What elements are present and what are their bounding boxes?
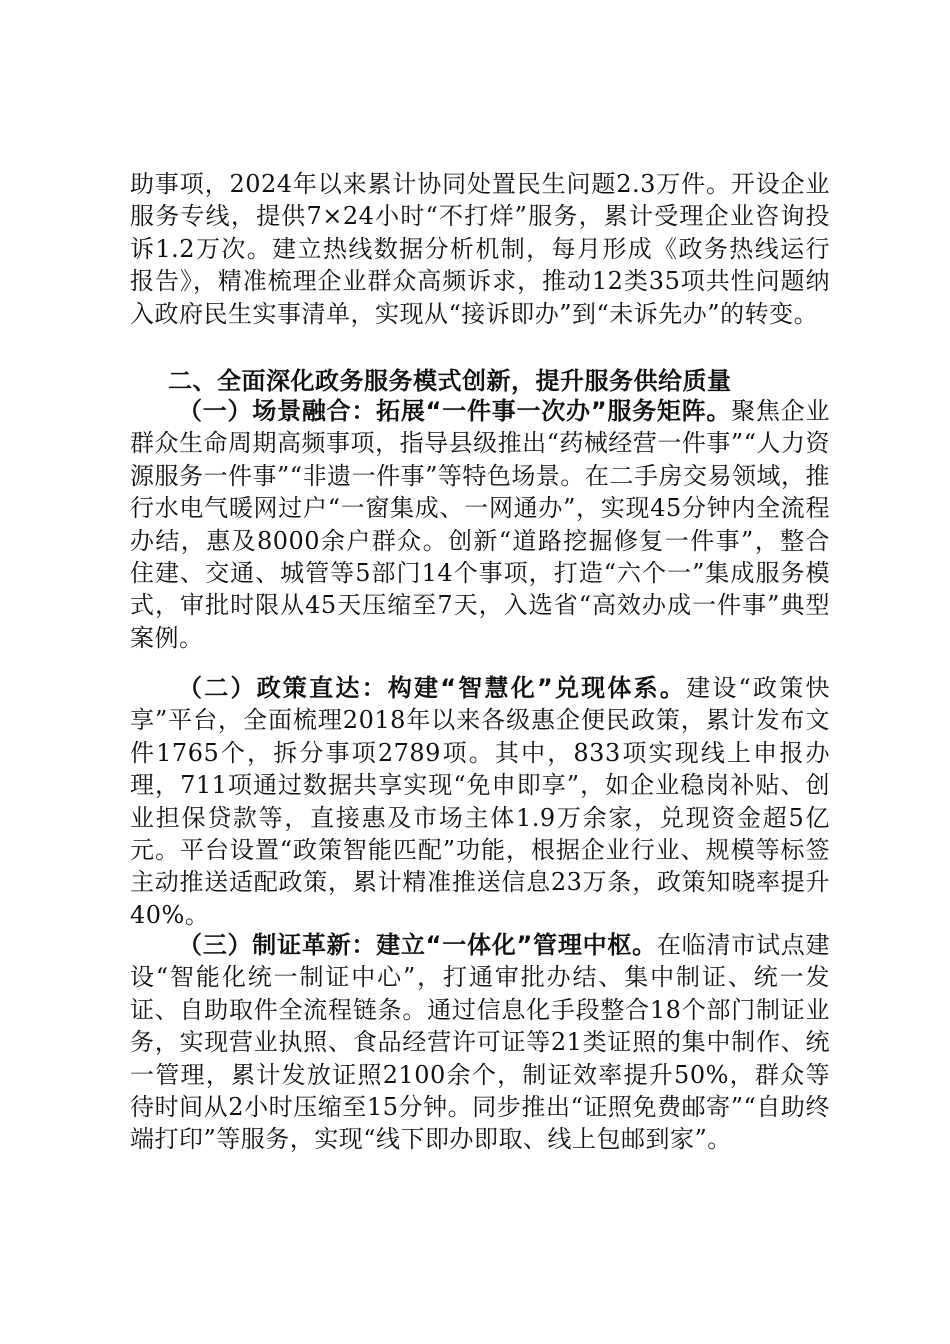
subsection-body: 在临清市试点建设“智能化统一制证中心”，打通审批办结、集中制证、统一发证、自助取件全流程链条。通过信息化手段整合18个部门制证业务，实现营业执照、食品经营许可证等21类证照的集中制作、统一管理，累计发放证照2100余个，制证效率提升50%，群众等待时间从2小时压缩至15分钟。同步推出“证照免费邮寄”“自助终端打印”等服务，实现“线下即办即取、线上包邮到家”。 <box>130 931 831 1154</box>
section-heading: 二、全面深化政务服务模式创新，提升服务供给质量 <box>168 367 732 395</box>
subsection-title: （三）制证革新：建立“一体化”管理中枢。 <box>178 931 657 959</box>
subsection-title: （二）政策直达：构建“智慧化”兑现体系。 <box>178 674 687 702</box>
subsection-body: 建设“政策快享”平台，全面梳理2018年以来各级惠企便民政策，累计发布文件1765个，拆分事项2789项。其中，833项实现线上申报办理，711项通过数据共享实现“免申即享”，如企业稳岗补贴、创业担保贷款等，直接惠及市场主体1.9万余家，兑现资金超5亿元。平台设置“政策智能匹配”功能，根据企业行业、规模等标签主动推送适配政策，累计精准推送信息23万条，政策知晓率提升40%。 <box>130 674 830 929</box>
subsection-body: 聚焦企业群众生命周期高频事项，指导县级推出“药械经营一件事”“人力资源服务一件事”“非遗一件事”等特色场景。在二手房交易领域，推行水电气暖网过户“一窗集成、一网通办”，实现45分钟内全流程办结，惠及8000余户群众。创新“道路挖掘修复一件事”，整合住建、交通、城管等5部门14个事项，打造“六个一”集成服务模式，审批时限从45天压缩至7天，入选省“高效办成一件事”典型案例。 <box>130 397 831 652</box>
subsection-title: （一）场景融合：拓展“一件事一次办”服务矩阵。 <box>178 397 732 425</box>
paragraph-certificate-reform <box>130 929 830 1156</box>
paragraph-policy-direct <box>130 672 830 931</box>
paragraph-hotline: 助事项，2024年以来累计协同处置民生问题2.3万件。开设企业服务专线，提供7×24小时“不打烊”服务，累计受理企业咨询投诉1.2万次。建立热线数据分析机制，每月形成《政务热线运行报告》，精准梳理企业群众高频诉求，推动12类35项共性问题纳入政府民生实事清单，实现从“接诉即办”到“未诉先办”的转变。 <box>130 170 830 328</box>
paragraph-scenario-integration <box>130 395 830 654</box>
